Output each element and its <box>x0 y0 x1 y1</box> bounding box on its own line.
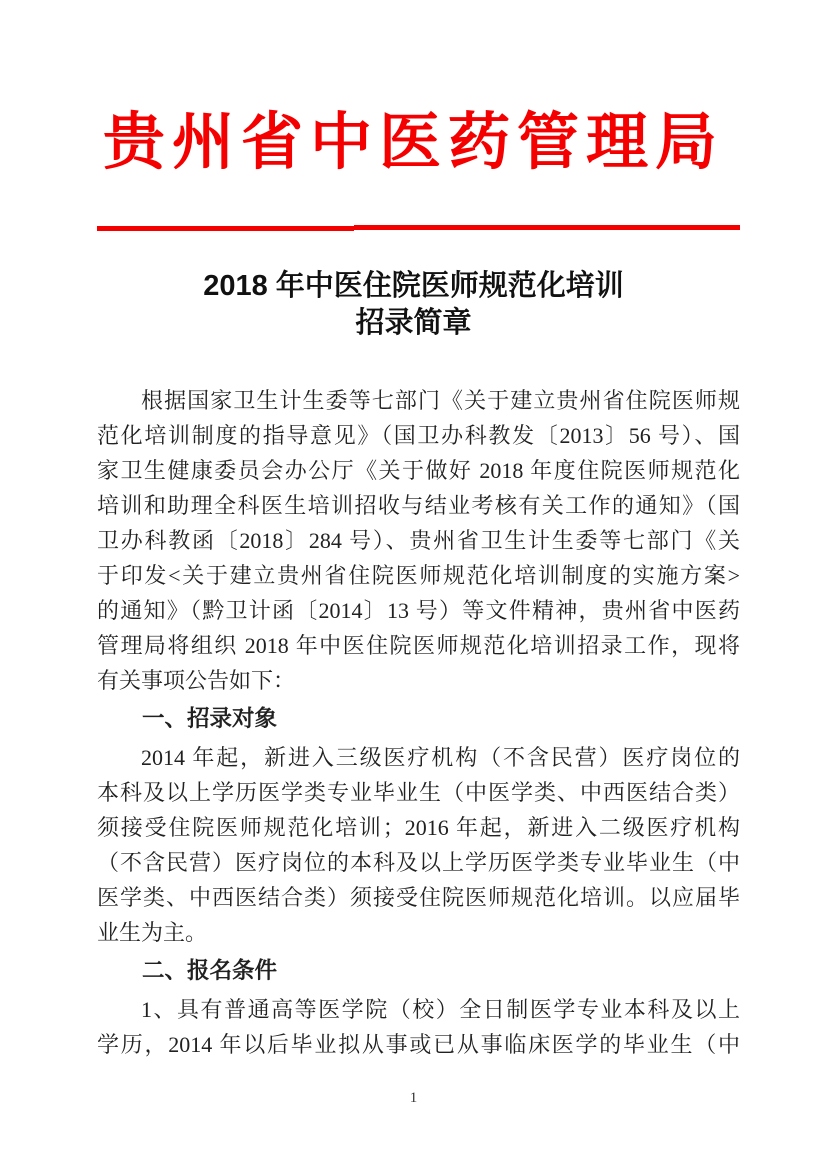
intro-line: 家卫生健康委员会办公厅《关于做好 2018 年度住院医师规范化 <box>97 458 740 483</box>
page-number: 1 <box>409 1090 418 1106</box>
intro-line: 培训和助理全科医生培训招收与结业考核有关工作的通知》（国 <box>97 493 740 518</box>
intro-line: 有关事项公告如下： <box>97 668 296 693</box>
intro-line: 范化培训制度的指导意见》（国卫办科教发〔2013〕56 号）、国 <box>97 423 740 448</box>
document-title <box>0 268 827 342</box>
section1-line: 2014 年起，新进入三级医疗机构（不含民营）医疗岗位的 <box>141 745 740 770</box>
section2-line: 学历，2014 年以后毕业拟从事或已从事临床医学的毕业生（中 <box>97 1032 740 1057</box>
section1-heading: 一、招录对象 <box>142 706 278 731</box>
letterhead-separator <box>97 225 740 230</box>
separator-left-segment <box>97 226 354 231</box>
section2-heading: 二、报名条件 <box>142 958 278 983</box>
document-title-line1: 2018 年中医住院医师规范化培训 <box>203 270 624 302</box>
document-body <box>97 383 740 1062</box>
section1-line: 业生为主。 <box>97 920 208 945</box>
section2-line: 1、具有普通高等医学院（校）全日制医学专业本科及以上 <box>141 997 740 1022</box>
letterhead-org-name: 贵州省中医药管理局 <box>102 109 724 177</box>
intro-line: 的通知》（黔卫计函〔2014〕13 号）等文件精神，贵州省中医药 <box>97 598 740 623</box>
section1-line: 须接受住院医师规范化培训；2016 年起，新进入二级医疗机构 <box>97 815 740 840</box>
intro-line: 于印发<关于建立贵州省住院医师规范化培训制度的实施方案> <box>97 563 740 588</box>
separator-right-segment <box>354 225 740 230</box>
document-title-line2: 招录简章 <box>355 307 472 339</box>
section1-line: 医学类、中西医结合类）须接受住院医师规范化培训。以应届毕 <box>97 885 740 910</box>
section1-line: 本科及以上学历医学类专业毕业生（中医学类、中西医结合类） <box>97 780 740 805</box>
intro-line: 卫办科教函〔2018〕284 号）、贵州省卫生计生委等七部门《关 <box>97 528 740 553</box>
section1-line: （不含民营）医疗岗位的本科及以上学历医学类专业毕业生（中 <box>97 850 740 875</box>
intro-line: 根据国家卫生计生委等七部门《关于建立贵州省住院医师规 <box>141 388 740 413</box>
intro-line: 管理局将组织 2018 年中医住院医师规范化培训招录工作，现将 <box>97 633 740 658</box>
